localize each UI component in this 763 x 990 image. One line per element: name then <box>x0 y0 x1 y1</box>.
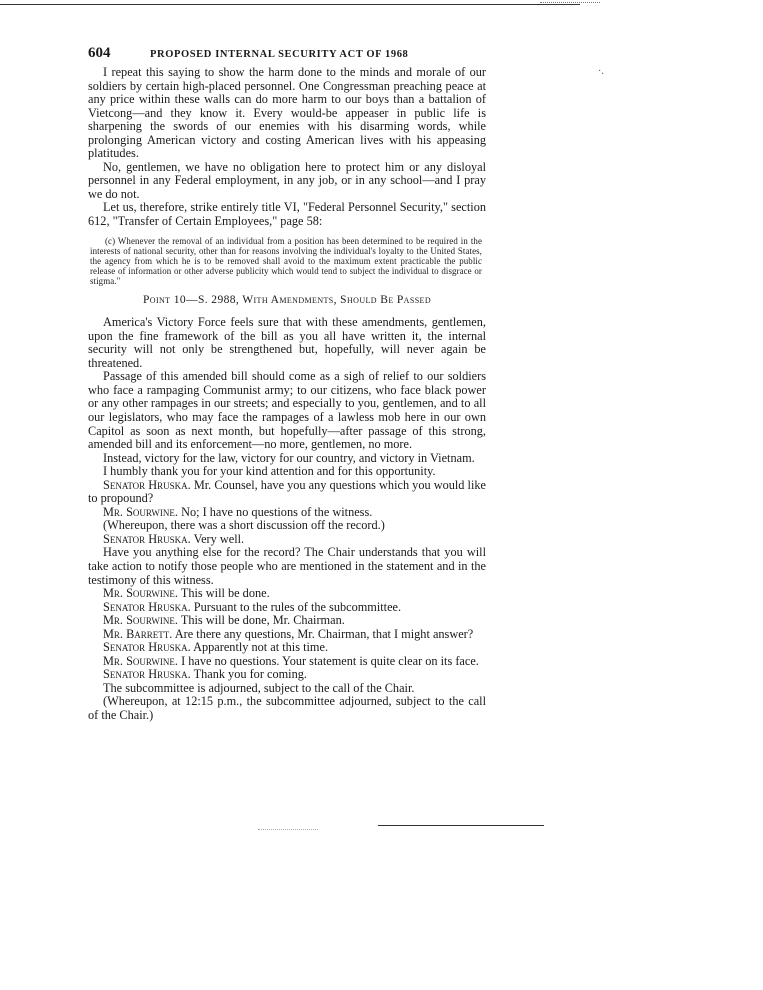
dialogue-text: I have no questions. Your statement is quite clear on its face. <box>178 653 479 668</box>
dialogue-line <box>88 682 486 696</box>
speaker-name: Senator Hruska. <box>103 599 191 614</box>
page-body <box>88 66 486 723</box>
paragraph-passage: Passage of this amended bill should come as a sigh of relief to our soldiers who face a rampaging Communist army; to our citizens, who face black power or any other rampages in our streets; and especially to you, gentlemen, and to all our legislators, who may face the rampages of a lawless mob here in our own Capitol as soon as next month, but hopefully—after passage of this strong, amended bill and its enforcement—no more, gentlemen, no more. <box>88 369 486 452</box>
dialogue-text: The subcommittee is adjourned, subject to the call of the Chair. <box>103 680 415 695</box>
dialogue-line <box>88 695 486 722</box>
page-header <box>88 44 488 62</box>
paragraph-soldiers-morale: I repeat this saying to show the harm done to the minds and morale of our soldiers by certain high-placed personnel. One Congressman preaching peace at any price within these walls can do more harm to our boys than a battalion of Vietcong—and they know it. Every would-be appeaser in public life is sharpening the swords of our enemies with his disarming words, while prolonging American victory and costing American lives with his appeasing platitudes. <box>88 65 486 161</box>
dialogue-text: Very well. <box>190 531 245 546</box>
section-heading: Point 10—S. 2988, With Amendments, Should Be Passed <box>142 293 432 306</box>
speaker-name: Mr. Barrett. <box>103 626 173 641</box>
paragraph-thank-you: I humbly thank you for your kind attention and for this opportunity. <box>103 464 436 479</box>
top-scan-dots <box>540 2 600 3</box>
dialogue-line <box>88 668 486 682</box>
quoted-statute: (c) Whenever the removal of an individual from a position has been determined to be required in the interests of national security, other than for reasons involving the individual's loyalty to the United States, the agency from which he is to be removed shall avoid to the maximum extent practicable the public release of information or other adverse publicity which would tend to subject the individual to disgrace or stigma." <box>90 235 482 287</box>
dialogue-text: (Whereupon, there was a short discussion off the record.) <box>103 518 385 533</box>
dialogue-text: Have you anything else for the record? The Chair understands that you will take action to notify those people who are mentioned in the statement and in the testimony of this witness. <box>88 545 486 587</box>
dialogue-text: Mr. Counsel, have you any questions which you would like to propound? <box>88 477 486 506</box>
dialogue-text: This will be done, Mr. Chairman. <box>178 613 345 628</box>
dialogue-text: No; I have no questions of the witness. <box>178 504 373 519</box>
paragraph-victory-force: America's Victory Force feels sure that with these amendments, gentlemen, upon the fine framework of the bill as you all have written it, the internal security will not only be strengthened but, hopefully, will never again be threatened. <box>88 315 486 370</box>
bottom-scan-dots <box>258 829 318 830</box>
speaker-name: Mr. Sourwine. <box>103 613 178 628</box>
speaker-name: Mr. Sourwine. <box>103 586 178 601</box>
dialogue-line <box>88 628 486 642</box>
dialogue-line <box>88 519 486 533</box>
dialogue-line <box>88 546 486 587</box>
dialogue-line <box>88 601 486 615</box>
dialogue-line <box>88 655 486 669</box>
dialogue-text: (Whereupon, at 12:15 p.m., the subcommittee adjourned, subject to the call of the Chair.) <box>88 694 486 722</box>
paragraph-strike-title-vi: Let us, therefore, strike entirely title VI, "Federal Personnel Security," section 612, "Transfer of Certain Employees," page 58: <box>88 200 486 229</box>
dialogue-line <box>88 641 486 655</box>
speaker-name: Senator Hruska. <box>103 667 191 682</box>
speaker-name: Mr. Sourwine. <box>103 504 178 519</box>
speaker-name: Senator Hruska. <box>103 531 191 546</box>
dialogue-text: Thank you for coming. <box>190 667 307 682</box>
speaker-name: Mr. Sourwine. <box>103 653 178 668</box>
running-head: PROPOSED INTERNAL SECURITY ACT OF 1968 <box>150 49 409 60</box>
stray-mark: ·. <box>598 66 604 77</box>
top-rule <box>0 4 580 5</box>
dialogue-text: Apparently not at this time. <box>190 640 329 655</box>
dialogue-text: Are there any questions, Mr. Chairman, that I might answer? <box>172 626 474 641</box>
dialogue-line <box>88 479 486 506</box>
page-number: 604 <box>88 45 111 61</box>
dialogue-line <box>88 506 486 520</box>
bottom-rule <box>378 825 544 826</box>
speaker-name: Senator Hruska. <box>103 477 191 492</box>
dialogue-line <box>88 587 486 601</box>
paragraph-instead-victory: Instead, victory for the law, victory for our country, and victory in Vietnam. <box>103 450 475 465</box>
speaker-name: Senator Hruska. <box>103 640 191 655</box>
dialogue-line <box>88 533 486 547</box>
dialogue-text: This will be done. <box>178 586 270 601</box>
dialogue-text: Pursuant to the rules of the subcommittee. <box>190 599 402 614</box>
paragraph-no-obligation: No, gentlemen, we have no obligation here to protect him or any disloyal personnel in any Federal employment, in any job, or in any school—and I pray we do not. <box>88 159 486 201</box>
dialogue-line <box>88 614 486 628</box>
